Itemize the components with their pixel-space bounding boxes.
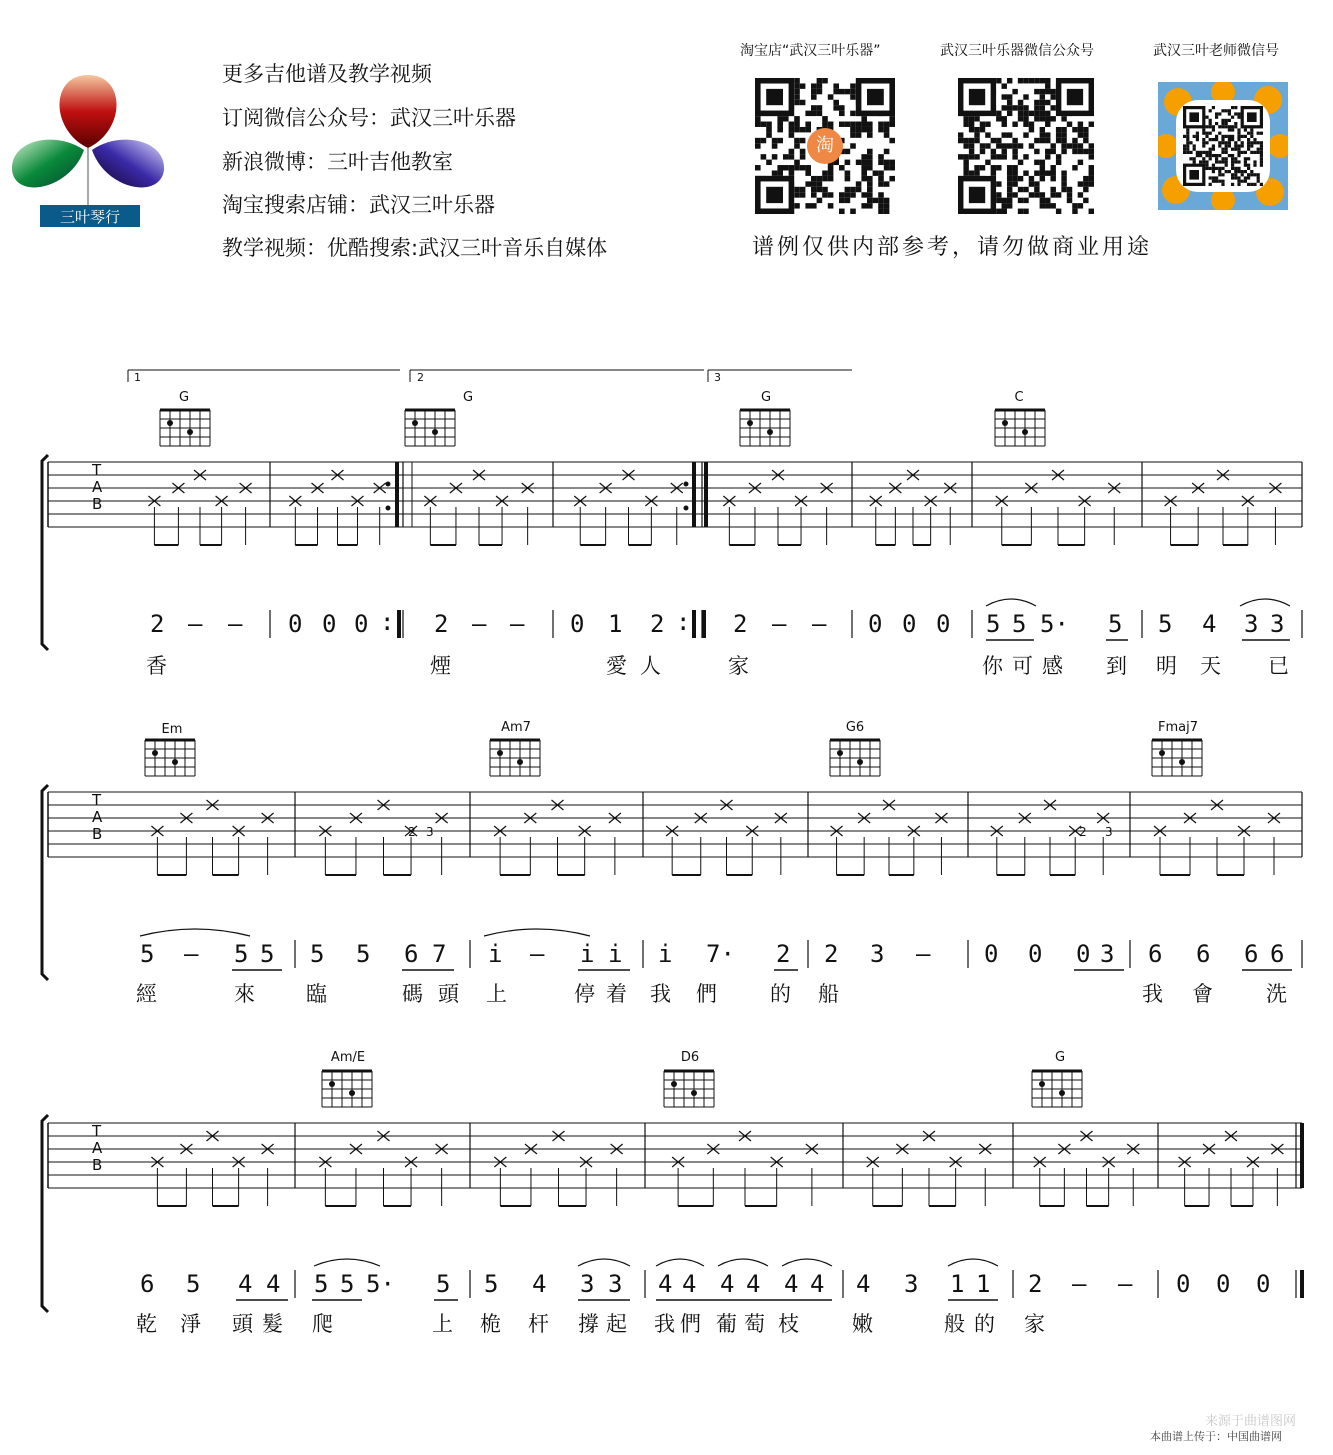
note: 5 xyxy=(260,940,275,968)
note: 5· xyxy=(1040,610,1069,638)
lyric: 上 xyxy=(432,1312,453,1336)
tab-letter: T xyxy=(92,1122,102,1140)
lyric: 可 xyxy=(1012,654,1033,678)
note: 4 xyxy=(856,1270,871,1298)
lyric: 碼 xyxy=(402,982,423,1006)
note: 1 xyxy=(950,1270,965,1298)
note: 4 xyxy=(682,1270,697,1298)
info-line: 订阅微信公众号：武汉三叶乐器 xyxy=(222,106,516,130)
info-line: 新浪微博：三叶吉他教室 xyxy=(222,150,453,174)
logo-label: 三叶琴行 xyxy=(59,208,120,226)
lyric: 葡 xyxy=(716,1312,737,1336)
note: 4 xyxy=(266,1270,281,1298)
chord-name: Fmaj7 xyxy=(1158,720,1198,735)
note: 2 xyxy=(776,940,791,968)
lyric: 煙 xyxy=(430,654,451,678)
note: 3 xyxy=(1100,940,1115,968)
note: 6 xyxy=(1148,940,1163,968)
lyric: 香 xyxy=(146,654,167,678)
tab-letter: B xyxy=(92,1156,103,1174)
note: i xyxy=(658,940,673,968)
fret-digit: 3 xyxy=(1105,825,1113,839)
lyric: 桅 xyxy=(480,1312,501,1336)
note: 0 xyxy=(1256,1270,1271,1298)
note: 0 xyxy=(1216,1270,1231,1298)
tab-clef xyxy=(92,462,102,513)
note: 5 xyxy=(1012,610,1027,638)
lyric: 髮 xyxy=(262,1312,283,1336)
note: 5 xyxy=(234,940,249,968)
note: 4 xyxy=(810,1270,825,1298)
lyric: 萄 xyxy=(744,1312,765,1336)
lyric: 我 xyxy=(650,982,671,1006)
note: 5 xyxy=(310,940,325,968)
tab-letter: A xyxy=(92,808,103,826)
note: 0 xyxy=(322,610,337,638)
lyric: 到 xyxy=(1106,654,1127,678)
note: 2 xyxy=(650,610,665,638)
note: – xyxy=(510,610,525,638)
tab-letter: B xyxy=(92,825,103,843)
lyric: 臨 xyxy=(306,982,327,1006)
chord-name: D6 xyxy=(680,1050,700,1065)
note: 2 xyxy=(824,940,839,968)
note: 2 xyxy=(150,610,165,638)
chord-name: C xyxy=(1014,390,1024,405)
note: 2 xyxy=(1028,1270,1043,1298)
lyric: 撐 xyxy=(578,1312,599,1336)
note: 5 xyxy=(986,610,1001,638)
note: 5 xyxy=(340,1270,355,1298)
lyric: 人 xyxy=(640,654,661,678)
note: – xyxy=(184,940,199,968)
tab-letter: A xyxy=(92,478,103,496)
lyric: 們 xyxy=(696,982,717,1006)
tab-clef xyxy=(92,1123,102,1174)
qr-label: 武汉三叶乐器微信公众号 xyxy=(940,43,1094,59)
chord-name: G xyxy=(462,390,474,405)
fret-digit: 2 xyxy=(1079,825,1087,839)
lyric: 起 xyxy=(606,1312,627,1336)
qr-label: 淘宝店“武汉三叶乐器” xyxy=(740,43,881,59)
note: 0 xyxy=(288,610,303,638)
lyric: 天 xyxy=(1200,654,1221,678)
note: i xyxy=(488,940,503,968)
tab-letter: T xyxy=(92,461,102,479)
note: – xyxy=(916,940,931,968)
chord-name: Am/E xyxy=(330,1050,366,1065)
lyric: 頭 xyxy=(232,1312,253,1336)
lyric: 你 xyxy=(982,654,1003,678)
repeat-dots: : xyxy=(676,608,691,636)
note: 0 xyxy=(936,610,951,638)
note: 7 xyxy=(432,940,447,968)
note: 1 xyxy=(976,1270,991,1298)
info-line: 教学视频：优酷搜索:武汉三叶音乐自媒体 xyxy=(222,236,608,260)
tab-letter: B xyxy=(92,495,103,513)
note: 0 xyxy=(984,940,999,968)
note: 4 xyxy=(238,1270,253,1298)
lyric: 停 xyxy=(574,982,595,1006)
repeat-dots: : xyxy=(380,608,395,636)
lyric: 明 xyxy=(1156,654,1177,678)
note: 2 xyxy=(434,610,449,638)
note: 4 xyxy=(746,1270,761,1298)
lyric: 已 xyxy=(1268,654,1289,678)
taobao-badge-icon: 淘 xyxy=(807,128,843,164)
note: 6 xyxy=(404,940,419,968)
note: – xyxy=(812,610,827,638)
note: 6 xyxy=(140,1270,155,1298)
note: 0 xyxy=(570,610,585,638)
note: – xyxy=(188,610,203,638)
note: 5 xyxy=(1108,610,1123,638)
note: 7· xyxy=(706,940,735,968)
note: 0 xyxy=(1028,940,1043,968)
lyric: 船 xyxy=(818,982,839,1006)
note: 5 xyxy=(484,1270,499,1298)
volta-number: 3 xyxy=(714,371,721,384)
info-line: 更多吉他谱及教学视频 xyxy=(222,62,432,86)
disclaimer: 谱例仅供内部参考，请勿做商业用途 xyxy=(752,235,1153,260)
note: 3 xyxy=(580,1270,595,1298)
lyric: 我 xyxy=(1142,982,1163,1006)
note: 5 xyxy=(356,940,371,968)
note: 6 xyxy=(1244,940,1259,968)
qr-label: 武汉三叶老师微信号 xyxy=(1153,43,1279,59)
note: 3 xyxy=(870,940,885,968)
note: – xyxy=(530,940,545,968)
lyric: 淨 xyxy=(180,1312,201,1336)
note: – xyxy=(228,610,243,638)
info-line: 淘宝搜索店铺：武汉三叶乐器 xyxy=(222,193,495,217)
lyric: 乾 xyxy=(136,1312,157,1336)
lyric: 杆 xyxy=(528,1312,549,1336)
note: 6 xyxy=(1270,940,1285,968)
lyric: 來 xyxy=(234,982,255,1006)
watermark: 来源于曲谱图网 xyxy=(1205,1414,1297,1429)
note: 5 xyxy=(314,1270,329,1298)
chord-name: Em xyxy=(161,722,183,737)
note: i xyxy=(608,940,623,968)
tab-clef xyxy=(92,792,102,843)
lyric: 嫩 xyxy=(852,1312,873,1336)
lyric: 家 xyxy=(728,654,749,678)
note: 3 xyxy=(904,1270,919,1298)
note: 4 xyxy=(532,1270,547,1298)
note: i xyxy=(580,940,595,968)
note: – xyxy=(1118,1270,1133,1298)
chord-name: G xyxy=(760,390,772,405)
note: 2 xyxy=(733,610,748,638)
note: – xyxy=(772,610,787,638)
note: 5· xyxy=(366,1270,395,1298)
lyric: 洗 xyxy=(1266,982,1287,1006)
lyric: 的 xyxy=(974,1312,995,1336)
note: 4 xyxy=(1202,610,1217,638)
lyric: 愛 xyxy=(606,654,627,678)
lyric: 爬 xyxy=(312,1312,333,1336)
volta-number: 2 xyxy=(417,371,424,384)
note: 0 xyxy=(1176,1270,1191,1298)
lyric: 般 xyxy=(944,1312,965,1336)
note: 4 xyxy=(784,1270,799,1298)
fret-digit: 2 xyxy=(408,825,416,839)
note: 5 xyxy=(1158,610,1173,638)
chord-name: G xyxy=(178,390,190,405)
lyric: 們 xyxy=(680,1312,701,1336)
volta-number: 1 xyxy=(134,371,141,384)
note: 0 xyxy=(354,610,369,638)
lyric: 我 xyxy=(654,1312,675,1336)
note: – xyxy=(472,610,487,638)
lyric: 感 xyxy=(1042,654,1063,678)
fret-digit: 3 xyxy=(426,825,434,839)
note: 6 xyxy=(1196,940,1211,968)
note: 3 xyxy=(1270,610,1285,638)
lyric: 枝 xyxy=(778,1312,799,1336)
note: 0 xyxy=(868,610,883,638)
lyric: 經 xyxy=(136,982,157,1006)
tab-letter: T xyxy=(92,791,102,809)
note: – xyxy=(1072,1270,1087,1298)
lyric: 着 xyxy=(606,982,627,1006)
lyric: 家 xyxy=(1024,1312,1045,1336)
note: 4 xyxy=(720,1270,735,1298)
footer-note: 本曲谱上传于：中国曲谱网 xyxy=(1150,1430,1282,1443)
lyric: 頭 xyxy=(438,982,459,1006)
chord-name: Am7 xyxy=(501,720,531,735)
note: 0 xyxy=(902,610,917,638)
note: 3 xyxy=(1244,610,1259,638)
note: 1 xyxy=(608,610,623,638)
lyric: 上 xyxy=(486,982,507,1006)
note: 0 xyxy=(1076,940,1091,968)
lyric: 的 xyxy=(770,982,791,1006)
note: 5 xyxy=(186,1270,201,1298)
note: 4 xyxy=(658,1270,673,1298)
chord-name: G6 xyxy=(845,720,865,735)
tab-letter: A xyxy=(92,1139,103,1157)
lyric: 會 xyxy=(1192,982,1213,1006)
note: 3 xyxy=(608,1270,623,1298)
note: 5 xyxy=(436,1270,451,1298)
note: 5 xyxy=(140,940,155,968)
chord-name: G xyxy=(1054,1050,1066,1065)
